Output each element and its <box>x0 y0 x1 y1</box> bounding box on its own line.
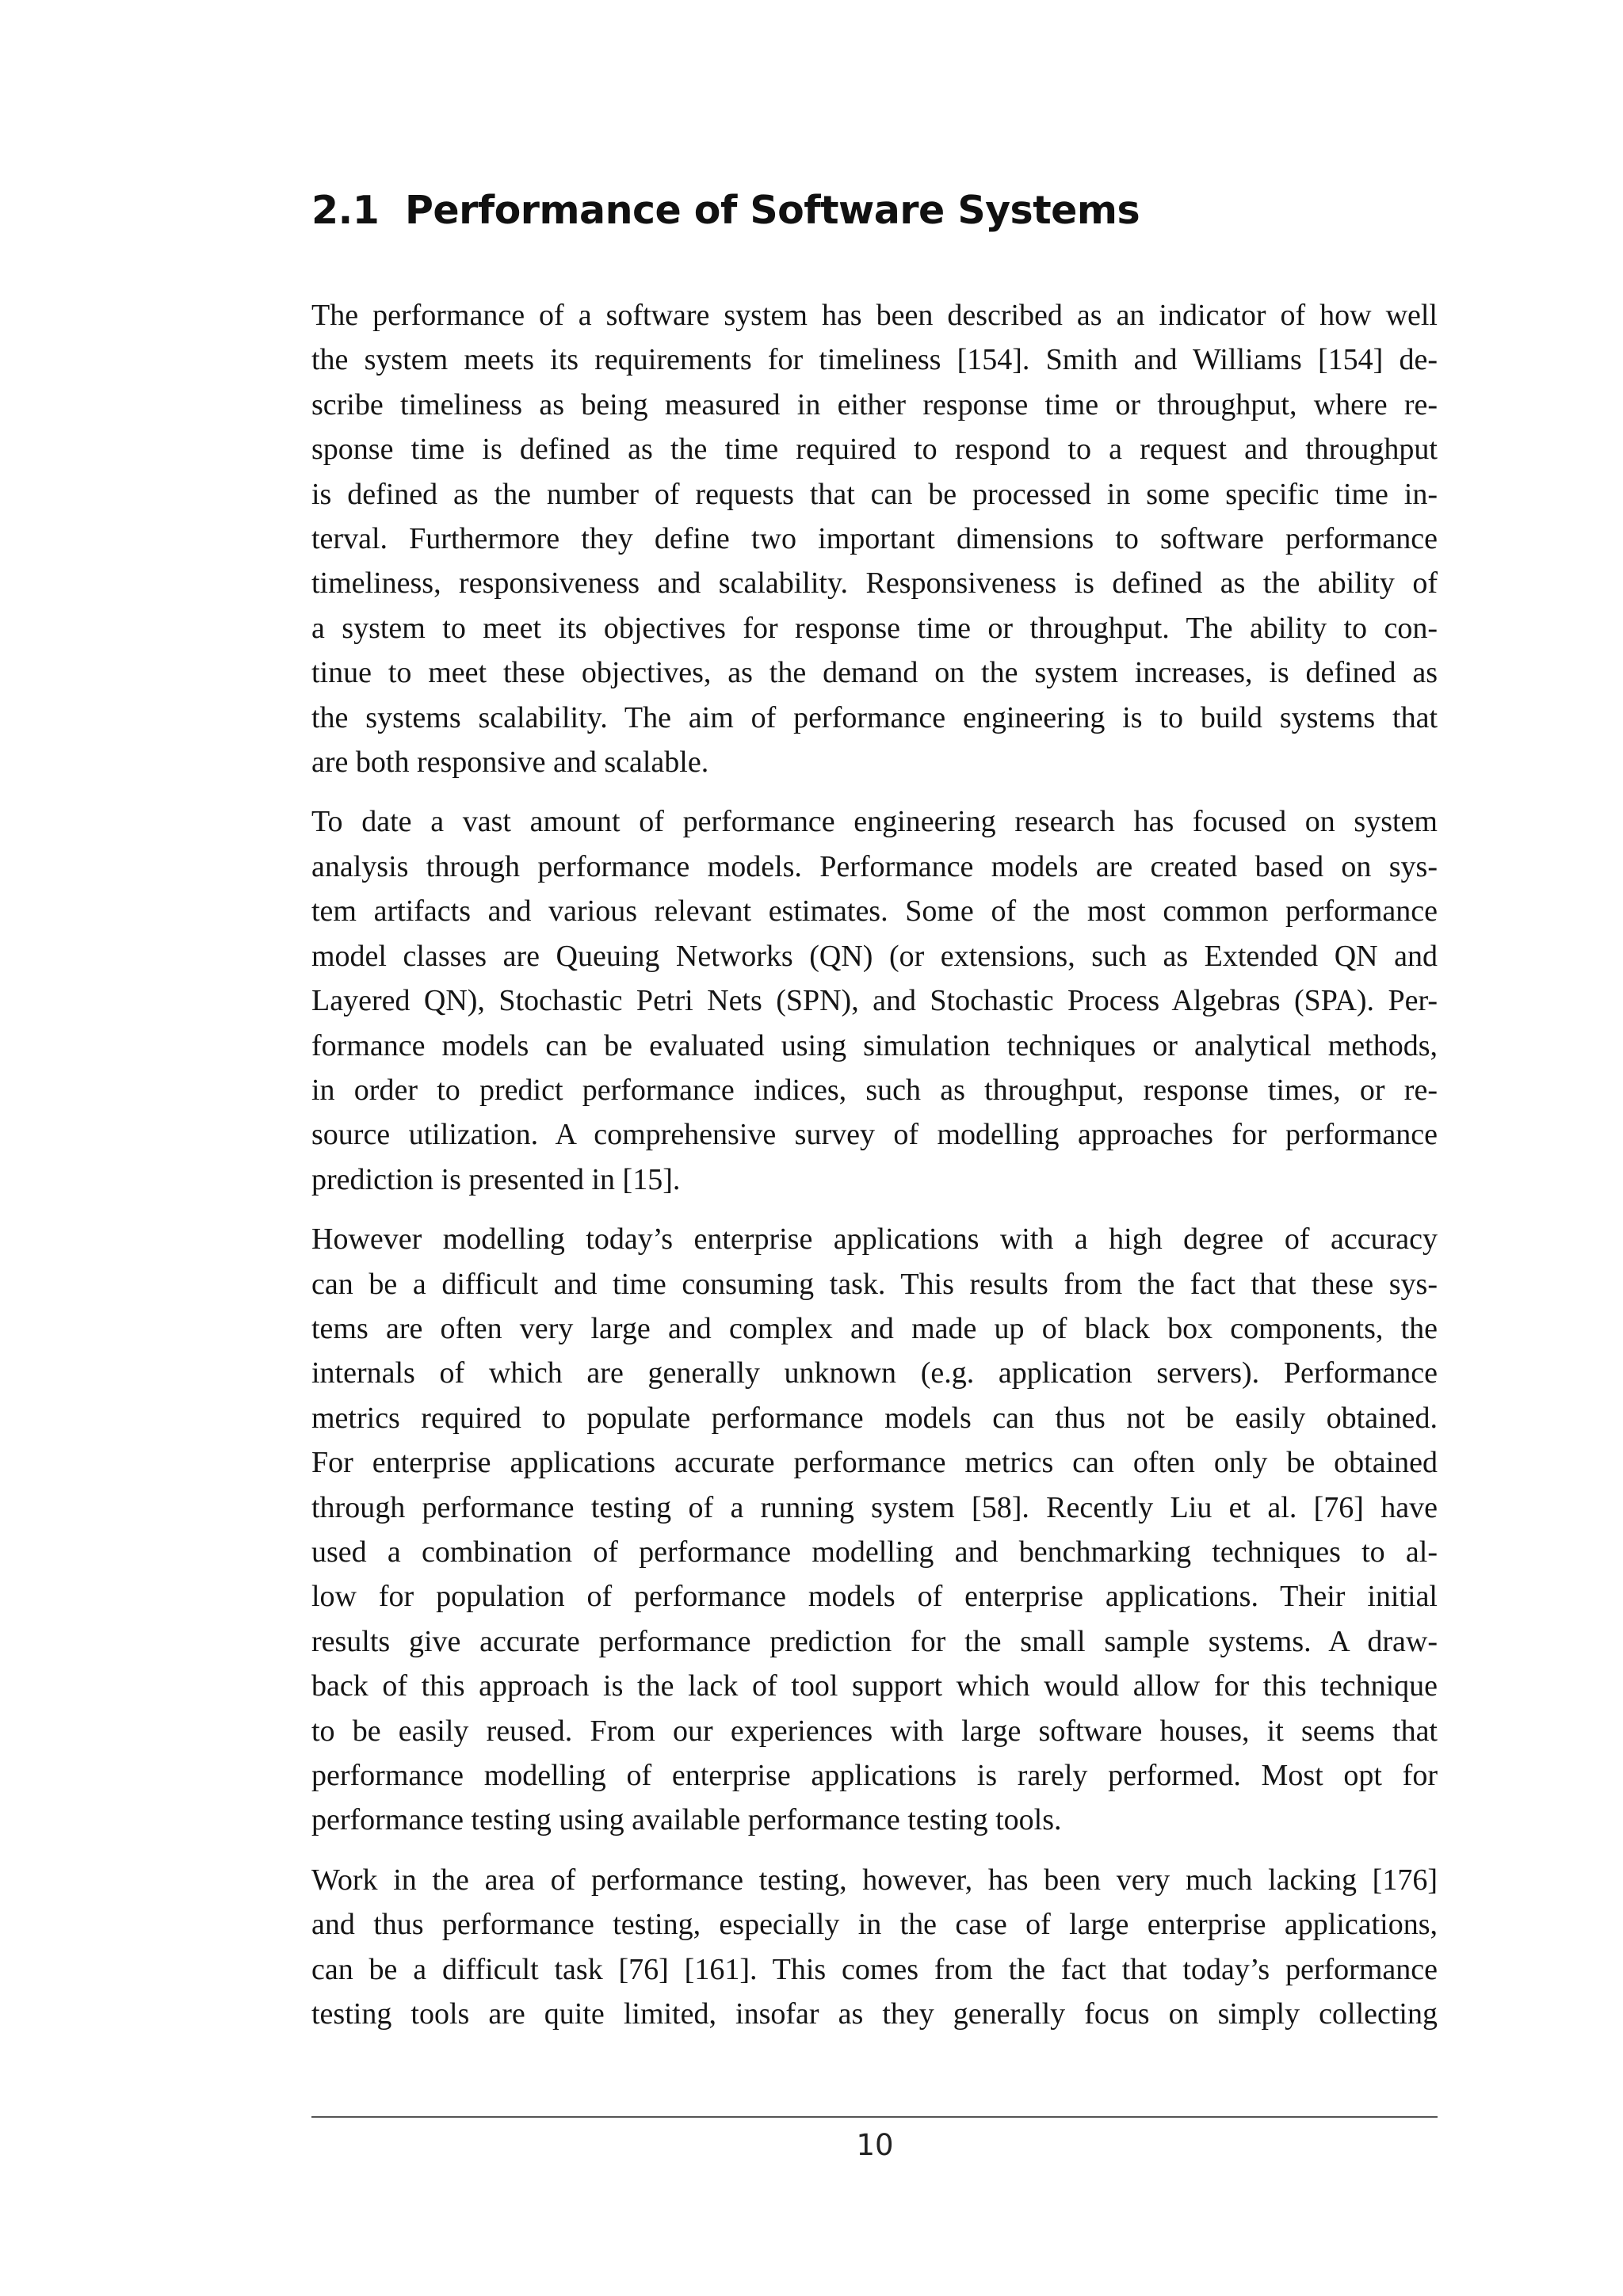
text-line: the systems scalability. The aim of performance engineering is to build systems that <box>311 700 1438 734</box>
text-line: timeliness, responsiveness and scalability. Responsiveness is defined as the ability of <box>311 566 1438 601</box>
page-number: 10 <box>856 2128 894 2162</box>
text-line: tem artifacts and various relevant estimates. Some of the most common performance <box>311 894 1438 929</box>
text-line: results give accurate performance prediction for the small sample systems. A draw- <box>311 1624 1438 1658</box>
text-line: To date a vast amount of performance engineering research has focused on system <box>311 805 1438 839</box>
text-line: metrics required to populate performance models can thus not be easily obtained. <box>311 1401 1438 1435</box>
text-line: model classes are Queuing Networks (QN) (or extensions, such as Extended QN and <box>311 939 1438 973</box>
footer-divider <box>311 2116 1438 2118</box>
text-line: used a combination of performance modelling and benchmarking techniques to al- <box>311 1535 1438 1569</box>
text-line: internals of which are generally unknown (e.g. application servers). Performance <box>311 1356 1438 1390</box>
text-line: analysis through performance models. Performance models are created based on sys- <box>311 849 1438 883</box>
text-line: in order to predict performance indices, such as throughput, response times, or re- <box>311 1073 1438 1107</box>
text-line: However modelling today’s enterprise applications with a high degree of accuracy <box>311 1222 1438 1257</box>
section-heading <box>311 187 1140 235</box>
text-line: terval. Furthermore they define two important dimensions to software performance <box>311 522 1438 556</box>
section-title: Performance of Software Systems <box>405 188 1140 233</box>
text-line: The performance of a software system has been described as an indicator of how well <box>311 299 1438 332</box>
text-line: For enterprise applications accurate performance metrics can often only be obtained <box>311 1446 1438 1480</box>
paragraph <box>311 293 1438 784</box>
text-line: tinue to meet these objectives, as the demand on the system increases, is defined as <box>311 656 1438 690</box>
paragraph <box>311 1858 1438 2037</box>
text-line: can be a difficult and time consuming task. This results from the fact that these sys- <box>311 1267 1438 1301</box>
text-line: scribe timeliness as being measured in either response time or throughput, where re- <box>311 387 1438 421</box>
text-line: and thus performance testing, especially in the case of large enterprise applications, <box>311 1908 1438 1942</box>
paragraph <box>311 799 1438 1202</box>
text-line: are both responsive and scalable. <box>311 746 709 780</box>
text-line: Work in the area of performance testing, however, has been very much lacking [176] <box>311 1863 1438 1897</box>
text-line: performance testing using available performance testing tools. <box>311 1803 1062 1837</box>
text-line: low for population of performance models of enterprise applications. Their initial <box>311 1580 1438 1614</box>
text-line: testing tools are quite limited, insofar as they generally focus on simply collecting <box>311 1997 1438 2031</box>
text-line: tems are often very large and complex and made up of black box components, the <box>311 1311 1438 1345</box>
text-line: can be a difficult task [76] [161]. This comes from the fact that today’s performance <box>311 1952 1438 1986</box>
text-line: source utilization. A comprehensive survey of modelling approaches for performance <box>311 1118 1438 1152</box>
paragraph <box>311 1217 1438 1843</box>
text-line: prediction is presented in [15]. <box>311 1162 681 1196</box>
body-text <box>311 293 1438 2051</box>
text-line: to be easily reused. From our experiences with large software houses, it seems that <box>311 1714 1438 1748</box>
text-line: performance modelling of enterprise applications is rarely performed. Most opt for <box>311 1759 1438 1792</box>
text-line: Layered QN), Stochastic Petri Nets (SPN), and Stochastic Process Algebras (SPA). Per- <box>311 984 1438 1018</box>
text-line: sponse time is defined as the time required to respond to a request and throughput <box>311 433 1438 467</box>
text-line: is defined as the number of requests that can be processed in some specific time in- <box>311 477 1438 511</box>
text-line: back of this approach is the lack of tool support which would allow for this technique <box>311 1669 1438 1703</box>
text-line: through performance testing of a running system [58]. Recently Liu et al. [76] have <box>311 1490 1438 1524</box>
text-line: a system to meet its objectives for response time or throughput. The ability to con- <box>311 611 1438 645</box>
text-line: the system meets its requirements for timeliness [154]. Smith and Williams [154] de- <box>311 343 1438 377</box>
text-line: formance models can be evaluated using simulation techniques or analytical methods, <box>311 1028 1438 1062</box>
section-number: 2.1 <box>311 188 380 233</box>
